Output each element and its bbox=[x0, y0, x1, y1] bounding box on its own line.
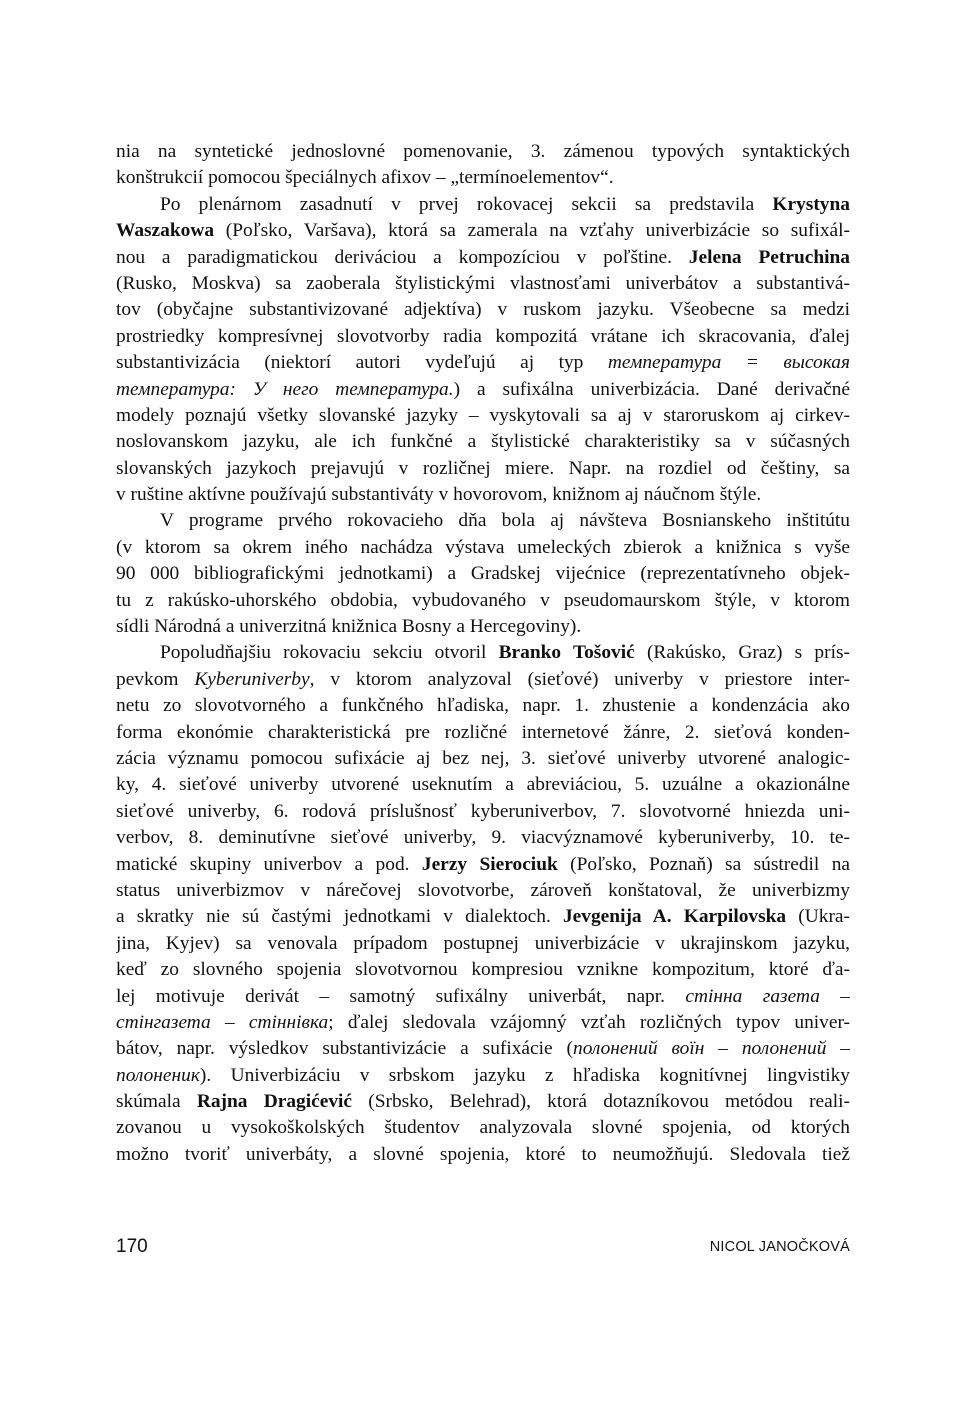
text-line bbox=[116, 904, 850, 930]
text-segment: (v ktorom sa okrem iného nachádza výstava umeleckých zbierok a knižnica s vyše bbox=[116, 536, 850, 558]
text-segment: tov (obyčajne substantivizované adjektíva) v ruskom jazyku. Všeobecne sa medzi bbox=[116, 299, 850, 321]
paragraph-start-line bbox=[116, 640, 850, 666]
text-line bbox=[116, 1063, 850, 1089]
text-segment: noslovanskom jazyku, ale ich funkčné a štylistické charakteristiky sa v súčasných bbox=[116, 431, 850, 453]
text-segment: (Ukra- bbox=[786, 906, 850, 928]
text-segment: keď zo slovného spojenia slovotvornou kompresiou vznikne kompozitum, ktoré ďa- bbox=[116, 959, 850, 981]
text-line bbox=[116, 825, 850, 851]
cyrillic-example: температура: У него температура. bbox=[116, 378, 454, 400]
text-segment: substantivizácia (niektorí autori vydeľujú aj typ bbox=[116, 352, 608, 374]
text-segment: jina, Kyjev) sa venovala prípadom postupnej univerbizácie v ukrajinskom jazyku, bbox=[116, 932, 850, 954]
cyrillic-example: стінна газета – bbox=[685, 985, 850, 1007]
text-segment: , v ktorom analyzoval (sieťové) univerby v priestore inter- bbox=[309, 668, 850, 690]
text-line bbox=[116, 1115, 850, 1141]
text-segment: pevkom bbox=[116, 668, 195, 690]
text-line bbox=[116, 667, 850, 693]
text-segment: nia na syntetické jednoslovné pomenovanie, 3. zámenou typových syntaktických bbox=[116, 141, 850, 162]
person-name: Rajna Dragićević bbox=[196, 1091, 353, 1113]
text-segment: (Rakúsko, Graz) s prís- bbox=[634, 642, 850, 664]
text-segment: modely poznajú všetky slovanské jazyky – vyskytovali sa aj v staroruskom aj cirkev- bbox=[116, 404, 850, 426]
person-name: Jerzy Sierociuk bbox=[421, 853, 558, 875]
paragraph-start-line bbox=[116, 192, 850, 218]
text-segment: nou a paradigmatickou deriváciou a kompozíciou v poľštine. bbox=[116, 246, 689, 268]
text-segment: V programe prvého rokovacieho dňa bola aj návšteva Bosnianskeho inštitútu bbox=[160, 510, 850, 532]
text-line bbox=[116, 245, 850, 271]
text-segment: forma ekonómie charakteristická pre rozličné internetové žánre, 2. sieťová konden- bbox=[116, 721, 850, 743]
text-segment: ; ďalej sledovala vzájomný vzťah rozličných typov univer- bbox=[328, 1011, 850, 1033]
text-line bbox=[116, 561, 850, 587]
page-footer bbox=[116, 1236, 850, 1260]
text-segment: (Poľsko, Varšava), ktorá sa zamerala na vzťahy univerbizácie so sufixál- bbox=[214, 220, 850, 242]
text-line bbox=[116, 297, 850, 323]
text-segment: konštrukcií pomocou špeciálnych afixov – „termínoelementov“. bbox=[116, 167, 614, 189]
text-line bbox=[116, 1142, 850, 1168]
text-segment: slovanských jazykoch prejavujú v rozličnej miere. Napr. na rozdiel od češtiny, sa bbox=[116, 457, 850, 479]
text-line bbox=[116, 377, 850, 403]
person-name: Waszakowa bbox=[116, 220, 215, 242]
cyrillic-example: полоненик bbox=[116, 1064, 200, 1086]
text-segment: ky, 4. sieťové univerby utvorené useknutím a abreviáciou, 5. uzuálne a okazionálne bbox=[116, 774, 850, 796]
cyrillic-example: полонений воїн – полонений – bbox=[573, 1038, 850, 1060]
text-segment: skúmala bbox=[116, 1091, 197, 1113]
text-line bbox=[116, 614, 850, 640]
text-line bbox=[116, 403, 850, 429]
text-line bbox=[116, 852, 850, 878]
text-line bbox=[116, 429, 850, 455]
text-segment: a skratky nie sú častými jednotkami v dialektoch. bbox=[116, 906, 563, 928]
person-name: Jelena Petruchina bbox=[688, 246, 850, 268]
text-segment: netu zo slovotvorného a funkčného hľadiska, napr. 1. zhustenie a kondenzácia ako bbox=[116, 695, 850, 717]
text-segment: bátov, napr. výsledkov substantivizácie a sufixácie ( bbox=[116, 1038, 574, 1060]
person-name: Krystyna bbox=[772, 193, 850, 215]
running-footer-author: NICOL JANOČKOVÁ bbox=[709, 1239, 850, 1255]
cyrillic-example: стінгазета – стіннівка bbox=[116, 1011, 329, 1033]
text-segment: možno tvoriť univerbáty, a slovné spojenia, ktoré to neumožňujú. Sledovala tiež bbox=[116, 1143, 850, 1165]
text-line bbox=[116, 878, 850, 904]
text-line bbox=[116, 984, 850, 1010]
text-line bbox=[116, 324, 850, 350]
text-segment: status univerbizmov v nárečovej slovotvorbe, zároveň konštatoval, že univerbizmy bbox=[116, 879, 850, 901]
text-line bbox=[116, 535, 850, 561]
text-segment: verbov, 8. deminutívne sieťové univerby, 9. viacvýznamové kyberuniverby, 10. te- bbox=[116, 827, 850, 849]
text-line bbox=[116, 218, 850, 244]
text-segment: tu z rakúsko-uhorského obdobia, vybudovaného v pseudomaurskom štýle, v ktorom bbox=[116, 589, 850, 611]
text-segment: (Poľsko, Poznaň) sa sústredil na bbox=[557, 853, 850, 875]
text-line bbox=[116, 957, 850, 983]
text-segment: (Rusko, Moskva) sa zaoberala štylistickými vlastnosťami univerbátov a substantivá- bbox=[116, 272, 850, 294]
text-line bbox=[116, 1089, 850, 1115]
text-segment: Popoludňajšiu rokovaciu sekciu otvoril bbox=[160, 642, 499, 664]
text-segment: 90 000 bibliografickými jednotkami) a Gradskej vijećnice (reprezentatívneho objek- bbox=[116, 563, 850, 585]
paragraph-start-line bbox=[116, 508, 850, 534]
text-segment: Po plenárnom zasadnutí v prvej rokovacej sekcii sa predstavila bbox=[160, 193, 773, 215]
page-number: 170 bbox=[116, 1236, 148, 1257]
text-segment: v ruštine aktívne používajú substantiváty v hovorovom, knižnom aj náučnom štýle. bbox=[116, 484, 762, 506]
text-line bbox=[116, 139, 850, 165]
text-segment: zovanou u vysokoškolských študentov analyzovala slovné spojenia, od ktorých bbox=[116, 1117, 850, 1139]
cyrillic-example: температура = высокая bbox=[607, 352, 850, 374]
text-line bbox=[116, 931, 850, 957]
text-line bbox=[116, 693, 850, 719]
text-segment: prostriedky kompresívnej slovotvorby radia kompozitá vrátane ich skracovania, ďalej bbox=[116, 325, 850, 347]
text-segment: (Srbsko, Belehrad), ktorá dotazníkovou metódou reali- bbox=[352, 1091, 850, 1113]
text-line bbox=[116, 588, 850, 614]
text-line bbox=[116, 456, 850, 482]
text-line bbox=[116, 1036, 850, 1062]
text-line bbox=[116, 772, 850, 798]
text-line bbox=[116, 165, 850, 191]
text-segment: matické skupiny univerbov a pod. bbox=[116, 853, 422, 875]
text-line bbox=[116, 1010, 850, 1036]
text-segment: sieťové univerby, 6. rodová príslušnosť kyberuniverbov, 7. slovotvorné hniezda uni- bbox=[116, 800, 850, 822]
text-segment: lej motivuje derivát – samotný sufixálny univerbát, napr. bbox=[116, 985, 686, 1007]
text-line bbox=[116, 482, 850, 508]
person-name: Jevgenija A. Karpilovska bbox=[562, 906, 787, 928]
text-segment: ) a sufixálna univerbizácia. Dané derivačné bbox=[453, 378, 850, 400]
text-line bbox=[116, 720, 850, 746]
body-text bbox=[116, 139, 850, 1168]
paper-title: Kyberuniverby bbox=[194, 668, 310, 690]
text-line bbox=[116, 746, 850, 772]
text-line bbox=[116, 271, 850, 297]
text-line bbox=[116, 799, 850, 825]
text-segment: zácia významu pomocou sufixácie aj bez nej, 3. sieťové univerby utvorené analogic- bbox=[116, 747, 850, 769]
text-line bbox=[116, 350, 850, 376]
text-segment: sídli Národná a univerzitná knižnica Bosny a Hercegoviny). bbox=[116, 616, 582, 638]
person-name: Branko Tošović bbox=[498, 642, 635, 664]
text-segment: ). Univerbizáciu v srbskom jazyku z hľadiska kognitívnej lingvistiky bbox=[199, 1064, 850, 1086]
